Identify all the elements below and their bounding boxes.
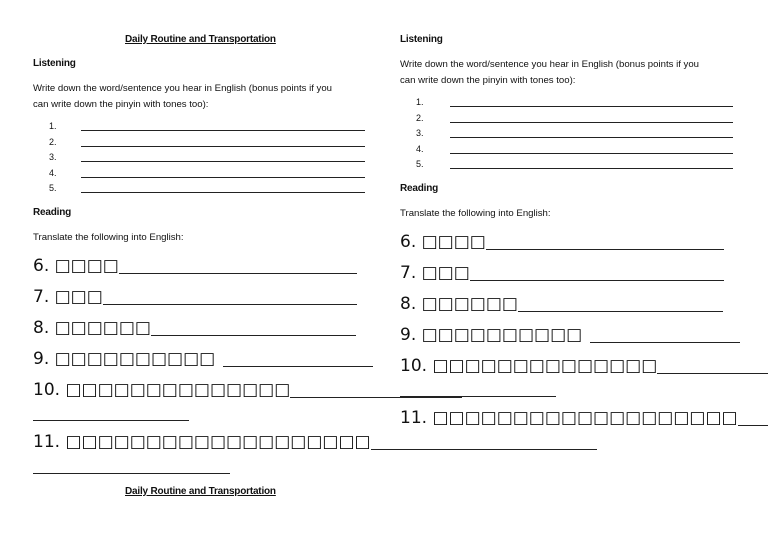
footer-title: Daily Routine and Transportation: [125, 486, 276, 497]
listening-heading: Listening: [33, 58, 76, 69]
answer-line[interactable]: [450, 137, 733, 138]
list-item: 4.: [416, 143, 733, 159]
listening-heading: Listening: [400, 34, 443, 45]
listening-answer-list: [49, 120, 365, 198]
answer-blank[interactable]: [151, 318, 356, 336]
list-item: 2.: [416, 112, 733, 128]
list-item: 5.: [49, 182, 365, 198]
reading-item-10: 10. □□□□□□□□□□□□□□: [400, 356, 768, 376]
list-item: 3.: [49, 151, 365, 167]
answer-line-continuation[interactable]: [33, 473, 230, 474]
listening-instructions: Write down the word/sentence you hear in English (bonus points if you can write down the pinyin with tones too):: [33, 83, 332, 110]
reading-item-7: 7. □□□: [400, 263, 724, 283]
reading-item-7: 7. □□□: [33, 287, 357, 307]
answer-line[interactable]: [81, 192, 365, 193]
answer-blank[interactable]: [119, 256, 357, 274]
reading-instructions: Translate the following into English:: [400, 208, 551, 219]
reading-item-10: 10. □□□□□□□□□□□□□□: [33, 380, 462, 400]
answer-blank[interactable]: [103, 287, 357, 305]
worksheet-title: Daily Routine and Transportation: [125, 34, 276, 45]
reading-instructions: Translate the following into English:: [33, 232, 184, 243]
list-item: 1.: [49, 120, 365, 136]
answer-line[interactable]: [450, 168, 733, 169]
answer-line-continuation[interactable]: [400, 449, 597, 450]
answer-blank[interactable]: [518, 294, 723, 312]
answer-line-continuation[interactable]: [400, 396, 556, 397]
answer-line[interactable]: [81, 146, 365, 147]
list-item: 2.: [49, 136, 365, 152]
reading-item-8: 8. □□□□□□: [33, 318, 356, 338]
answer-line[interactable]: [450, 153, 733, 154]
answer-line[interactable]: [450, 106, 733, 107]
list-item: 5.: [416, 158, 733, 174]
reading-item-9: 9. □□□□□□□□□□: [33, 349, 373, 369]
answer-line[interactable]: [81, 161, 365, 162]
listening-answer-list: [416, 96, 733, 174]
reading-item-6: 6. □□□□: [400, 232, 724, 252]
list-item: 3.: [416, 127, 733, 143]
answer-line[interactable]: [450, 122, 733, 123]
listening-instructions: Write down the word/sentence you hear in English (bonus points if you can write down the pinyin with tones too):: [400, 59, 699, 86]
answer-blank[interactable]: [590, 325, 740, 343]
answer-blank[interactable]: [486, 232, 724, 250]
list-item: 1.: [416, 96, 733, 112]
answer-line[interactable]: [81, 177, 365, 178]
answer-blank[interactable]: [657, 356, 768, 374]
reading-item-8: 8. □□□□□□: [400, 294, 723, 314]
reading-item-9: 9. □□□□□□□□□□: [400, 325, 740, 345]
reading-item-11: 11. □□□□□□□□□□□□□□□□□□□: [400, 408, 768, 428]
answer-blank[interactable]: [738, 408, 768, 426]
answer-blank[interactable]: [371, 432, 501, 450]
list-item: 4.: [49, 167, 365, 183]
answer-line[interactable]: [81, 130, 365, 131]
answer-blank[interactable]: [470, 263, 724, 281]
reading-heading: Reading: [33, 207, 72, 218]
reading-heading: Reading: [400, 183, 439, 194]
reading-item-6: 6. □□□□: [33, 256, 357, 276]
answer-blank[interactable]: [223, 349, 373, 367]
answer-line-continuation[interactable]: [33, 420, 189, 421]
reading-item-11: 11. □□□□□□□□□□□□□□□□□□□: [33, 432, 501, 452]
